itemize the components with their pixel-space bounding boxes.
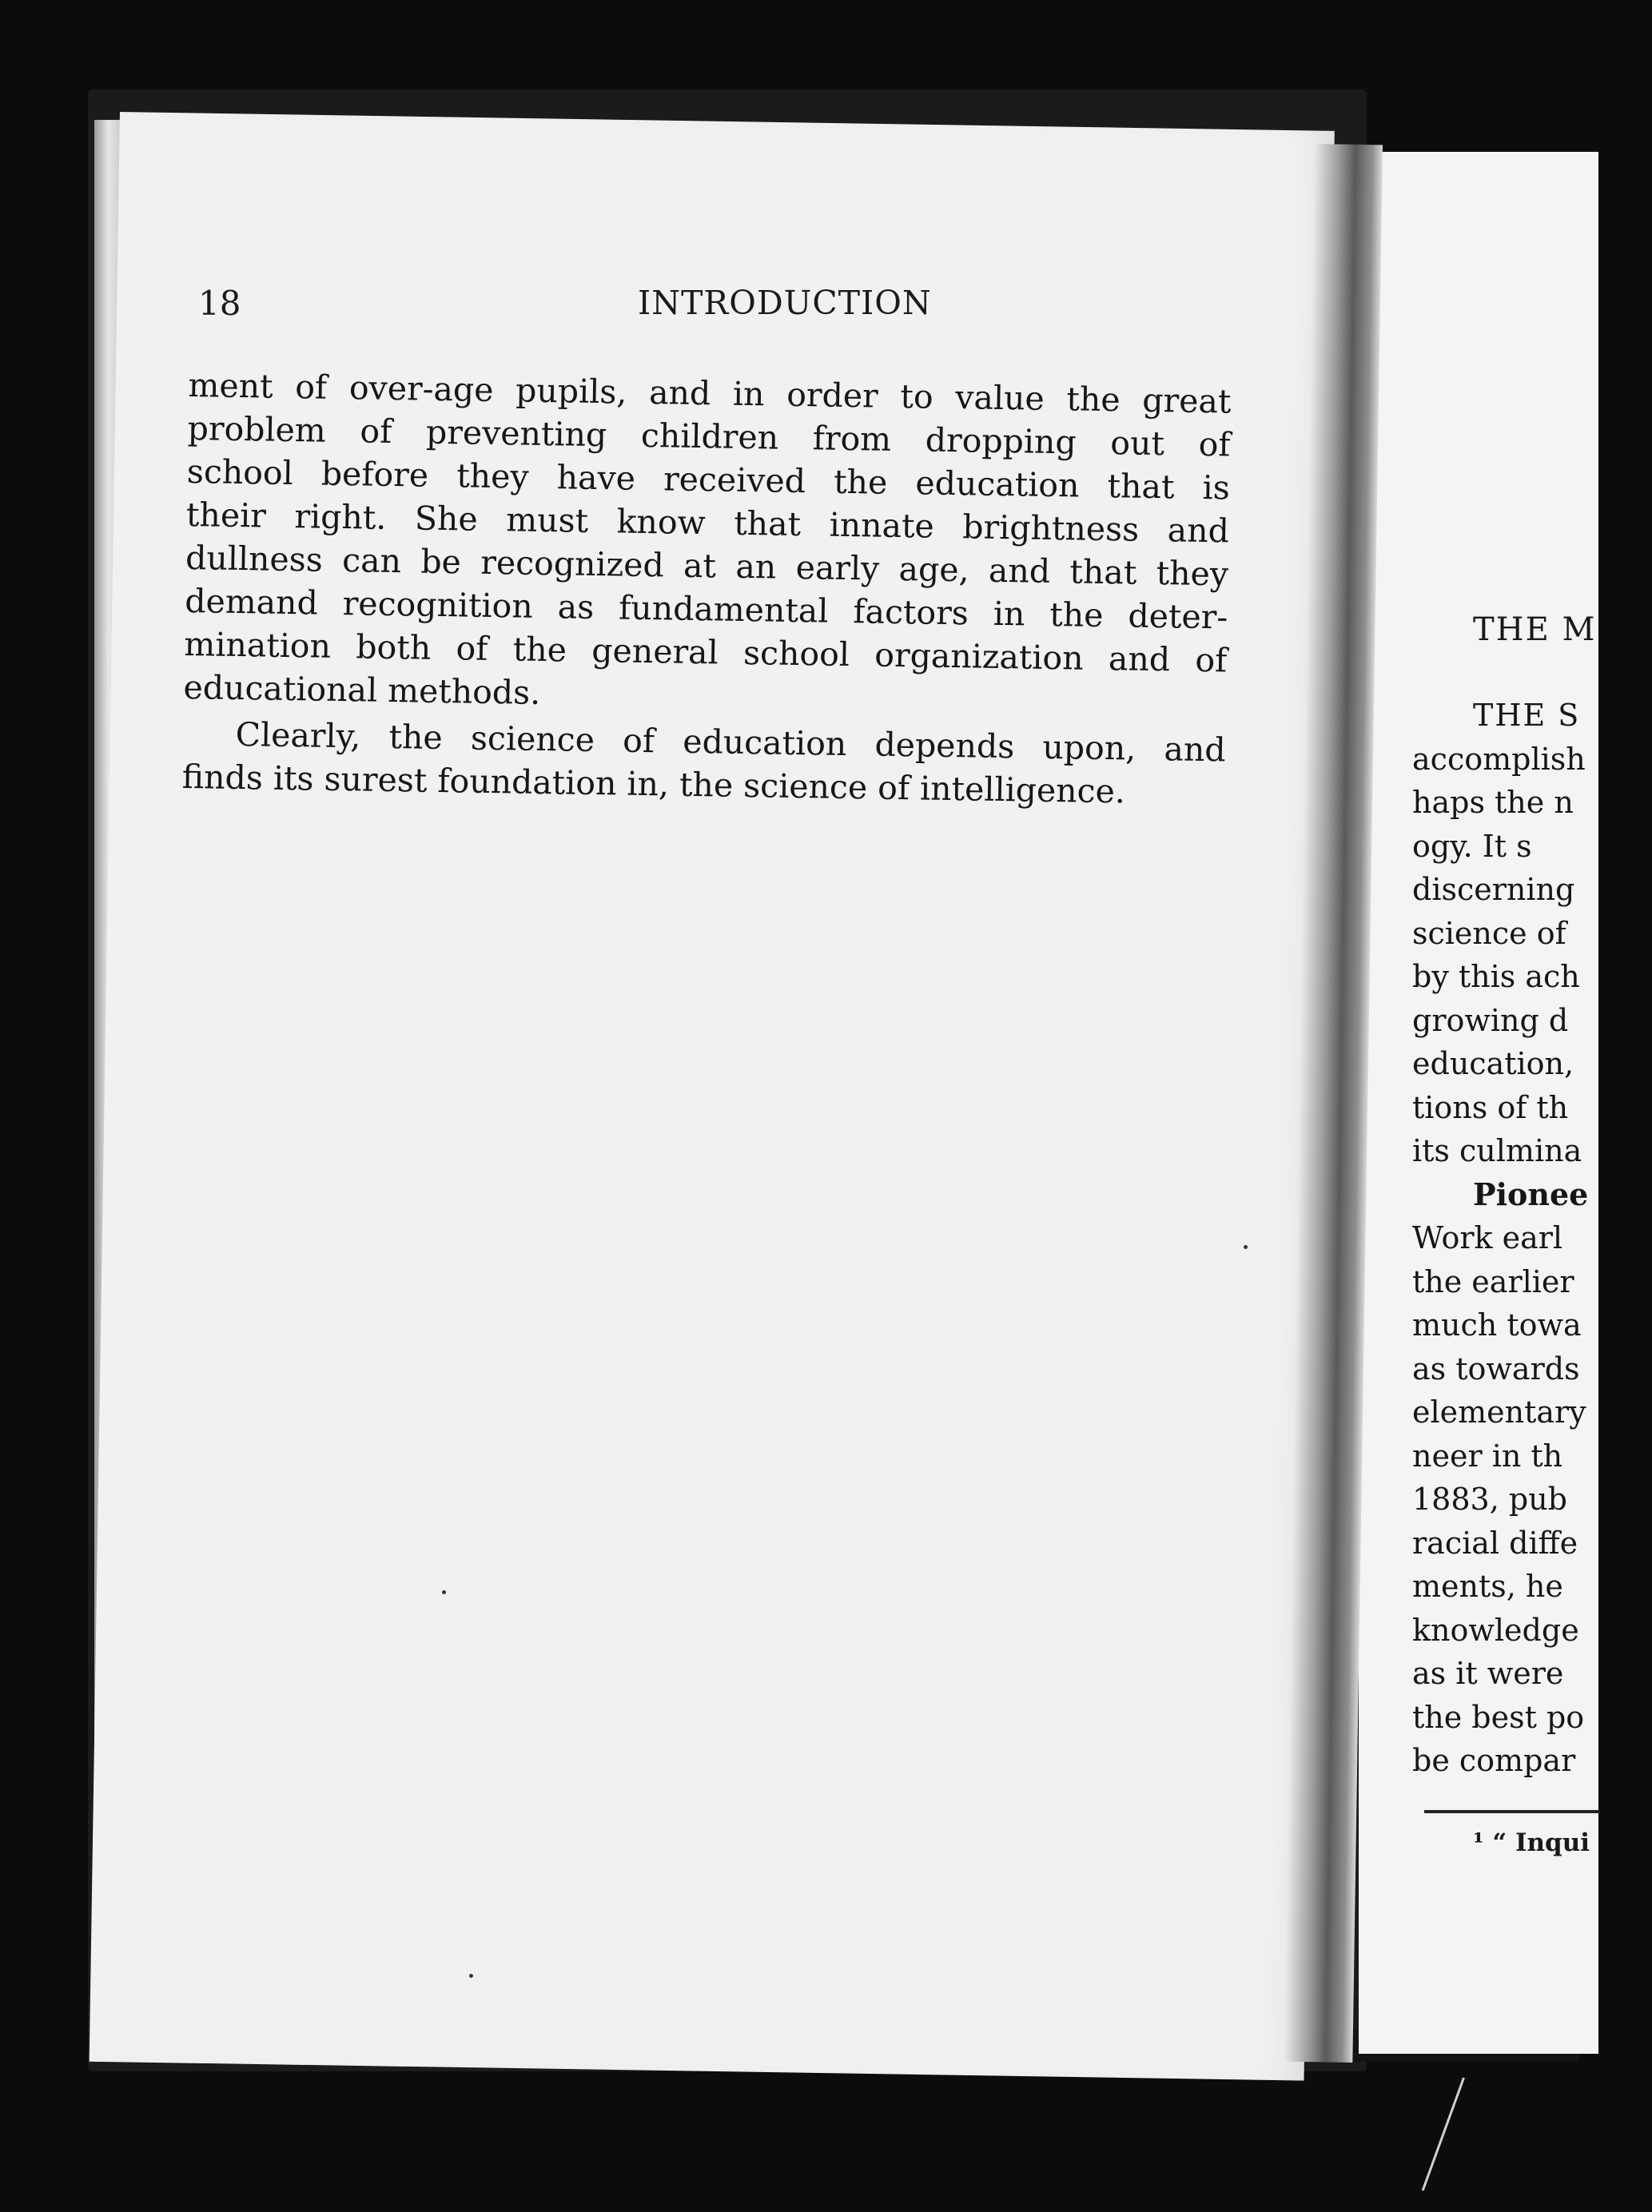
text-line: educational methods. bbox=[183, 667, 541, 712]
running-title: INTRODUCTION bbox=[638, 284, 932, 322]
text-line: discerning bbox=[1412, 872, 1575, 907]
text-line: neer in th bbox=[1412, 1438, 1563, 1474]
paragraph-1 bbox=[183, 364, 1232, 725]
scan-scratch bbox=[1422, 2077, 1465, 2190]
text-line: tions of th bbox=[1412, 1089, 1569, 1125]
left-page-body bbox=[181, 364, 1231, 814]
text-line: THE S bbox=[1473, 698, 1581, 733]
text-line: Pionee bbox=[1473, 1176, 1589, 1212]
paper-speck bbox=[1244, 1245, 1248, 1249]
text-line: the best po bbox=[1412, 1699, 1585, 1735]
paragraph-2 bbox=[181, 712, 1226, 814]
page-number: 18 bbox=[198, 284, 241, 323]
text-line: 1883, pub bbox=[1412, 1482, 1567, 1517]
text-line: ogy. It s bbox=[1412, 828, 1532, 864]
text-line: dullness can be recognized at an early age, and that they bbox=[185, 538, 1229, 594]
text-line: racial diffe bbox=[1412, 1525, 1578, 1561]
right-page-heading: THE M bbox=[1473, 611, 1597, 648]
text-line: Clearly, the science of education depends upon, and bbox=[235, 714, 1226, 770]
text-line: ments, he bbox=[1412, 1569, 1563, 1604]
text-line: science of bbox=[1412, 915, 1566, 951]
text-line: haps the n bbox=[1412, 785, 1574, 820]
footnote-rule bbox=[1424, 1810, 1600, 1813]
text-line: Work earl bbox=[1412, 1220, 1563, 1255]
text-line: the earlier bbox=[1412, 1263, 1574, 1299]
text-line: demand recognition as fundamental factors in the deter- bbox=[184, 581, 1228, 637]
text-line: ment of over-age pupils, and in order to value the great bbox=[188, 365, 1232, 421]
text-line: much towa bbox=[1412, 1307, 1582, 1343]
text-line: accomplish bbox=[1412, 741, 1586, 777]
text-line: its culmina bbox=[1412, 1133, 1582, 1168]
running-head bbox=[198, 284, 1237, 332]
text-line: be compar bbox=[1412, 1743, 1576, 1778]
footnote: ¹ “ Inqui bbox=[1473, 1828, 1590, 1857]
text-line: elementary bbox=[1412, 1394, 1586, 1430]
text-line: their right. She must know that innate brightness and bbox=[185, 495, 1230, 551]
text-line: school before they have received the education that is bbox=[186, 452, 1231, 507]
paper-speck bbox=[469, 1974, 473, 1978]
text-line: mination both of the general school organization and of bbox=[184, 624, 1228, 680]
paper-speck bbox=[442, 1590, 446, 1594]
text-line: as it were bbox=[1412, 1656, 1564, 1691]
text-line: by this ach bbox=[1412, 959, 1580, 994]
text-line: problem of preventing children from dropping out of bbox=[187, 408, 1231, 464]
text-line: as towards bbox=[1412, 1351, 1580, 1386]
right-page-body bbox=[1412, 694, 1652, 1783]
text-line: finds its surest foundation in, the science of intelligence. bbox=[181, 757, 1126, 811]
text-line: knowledge bbox=[1412, 1612, 1579, 1648]
text-line: growing d bbox=[1412, 1002, 1569, 1038]
text-line: education, bbox=[1412, 1046, 1574, 1081]
